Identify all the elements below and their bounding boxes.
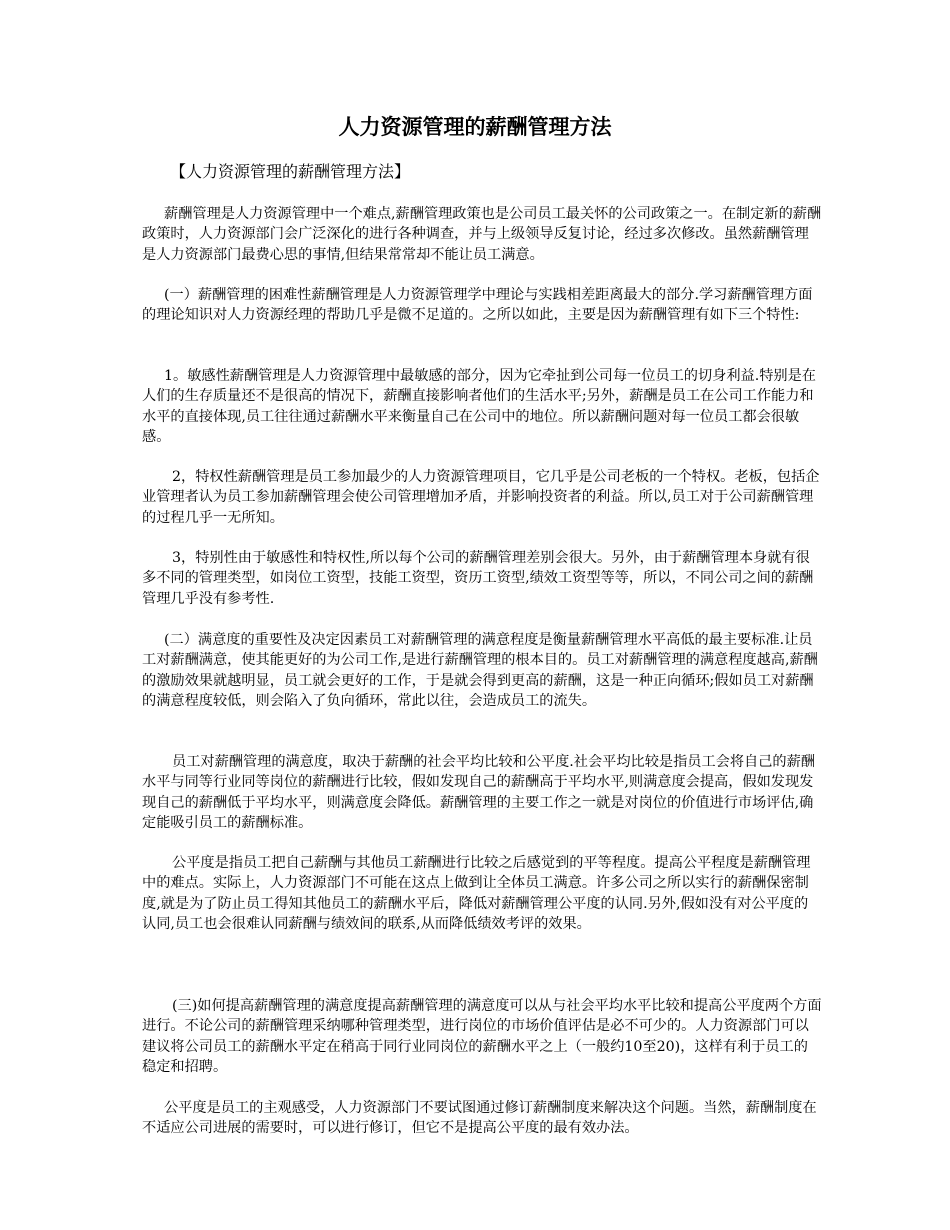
paragraph-section-3: (三)如何提高薪酬管理的满意度提高薪酬管理的满意度可以从与社会平均水平比较和提高公平度两个方面进行。不论公司的薪酬管理采纳哪种管理类型，进行岗位的市场价值评估是必不可少的。人力资源部门可以建议将公司员工的薪酬水平定在稍高于同行业同岗位的薪酬水平之上（一般约10至20)，这样有利于员工的稳定和招聘。	[142, 998, 822, 1076]
paragraph-point-2: 2，特权性薪酬管理是员工参加最少的人力资源管理项目，它几乎是公司老板的一个特权。老板，包括企业管理者认为员工参加薪酬管理会使公司管理增加矛盾，并影响投资者的利益。所以,员工对于公司薪酬管理的过程几乎一无所知。	[142, 469, 820, 526]
paragraph-point-1: 1。敏感性薪酬管理是人力资源管理中最敏感的部分，因为它牵扯到公司每一位员工的切身利益.特别是在人们的生存质量还不是很高的情况下，薪酬直接影响者他们的生活水平;另外，薪酬是员工在公司工作能力和水平的直接体现,员工往往通过薪酬水平来衡量自己在公司中的地位。所以薪酬问题对每一位员工都会很敏感。	[142, 368, 816, 446]
paragraph-section-1: (一）薪酬管理的困难性薪酬管理是人力资源管理学中理论与实践相差距离最大的部分.学习薪酬管理方面的理论知识对人力资源经理的帮助几乎是微不足道的。之所以如此，主要是因为薪酬管理有如下三个特性:	[142, 287, 813, 324]
paragraph-conclusion: 公平度是员工的主观感受，人力资源部门不要试图通过修订薪酬制度来解决这个问题。当然，薪酬制度在不适应公司进展的需要时，可以进行修订，但它不是提高公平度的最有效办法。	[142, 1100, 817, 1137]
paragraph-intro: 薪酬管理是人力资源管理中一个难点,薪酬管理政策也是公司员工最关怀的公司政策之一。在制定新的薪酬政策时，人力资源部门会广泛深化的进行各种调查，并与上级领导反复讨论，经过多次修改。虽然薪酬管理是人力资源部门最费心思的事情,但结果常常却不能让员工满意。	[142, 206, 822, 263]
paragraph-point-3: 3，特别性由于敏感性和特权性,所以每个公司的薪酬管理差别会很大。另外，由于薪酬管理本身就有很多不同的管理类型，如岗位工资型，技能工资型，资历工资型,绩效工资型等等，所以，不同公司之间的薪酬管理几乎没有参考性.	[142, 550, 814, 607]
document-title: 人力资源管理的薪酬管理方法	[338, 115, 612, 139]
document-subtitle: 【人力资源管理的薪酬管理方法】	[170, 162, 411, 181]
paragraph-satisfaction: 员工对薪酬管理的满意度，取决于薪酬的社会平均比较和公平度.社会平均比较是指员工会将自己的薪酬水平与同等行业同等岗位的薪酬进行比较，假如发现自己的薪酬高于平均水平,则满意度会提高，假如发现发现自己的薪酬低于平均水平，则满意度会降低。薪酬管理的主要工作之一就是对岗位的价值进行市场评估,确定能吸引员工的薪酬标准。	[142, 754, 815, 832]
paragraph-fairness: 公平度是指员工把自己薪酬与其他员工薪酬进行比较之后感觉到的平等程度。提高公平程度是薪酬管理中的难点。实际上，人力资源部门不可能在这点上做到让全体员工满意。许多公司之所以实行的薪酬保密制度,就是为了防止员工得知其他员工的薪酬水平后，降低对薪酬管理公平度的认同.另外,假如没有对公平度的认同,员工也会很难认同薪酬与绩效间的联系,从而降低绩效考评的效果。	[142, 855, 811, 933]
paragraph-section-2: (二）满意度的重要性及决定因素员工对薪酬管理的满意程度是衡量薪酬管理水平高低的最主要标准.让员工对薪酬满意，使其能更好的为公司工作,是进行薪酬管理的根本目的。员工对薪酬管理的满意程度越高,薪酬的激励效果就越明显，员工就会更好的工作，于是就会得到更高的薪酬，这是一种正向循环;假如员工对薪酬的满意程度较低，则会陷入了负向循环，常此以往，会造成员工的流失。	[142, 632, 818, 710]
